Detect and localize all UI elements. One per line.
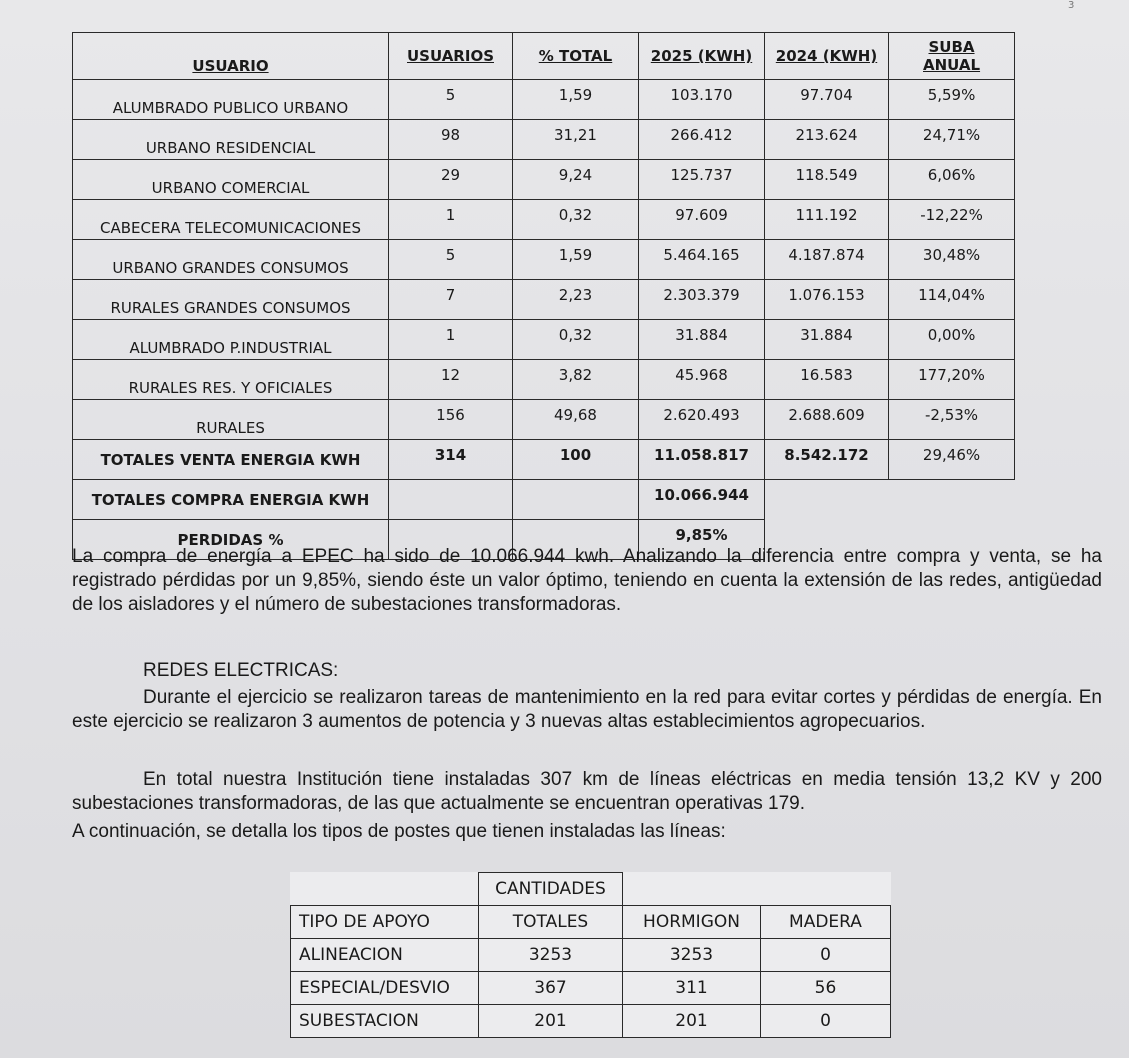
table-row <box>73 120 1015 160</box>
group-header-cantidades: CANTIDADES <box>479 873 623 906</box>
total-usuario: TOTALES VENTA ENERGIA KWH <box>73 440 389 480</box>
col-header-totales: TOTALES <box>479 906 623 939</box>
cell-tipo: SUBESTACION <box>291 1005 479 1038</box>
pole-types-table <box>290 872 891 1038</box>
cell-kwh-2025: 266.412 <box>639 120 765 160</box>
col-header-2025: 2025 (KWH) <box>639 33 765 80</box>
cell-usuarios: 156 <box>389 400 513 440</box>
cell-usuarios: 1 <box>389 200 513 240</box>
cell-hormigon: 311 <box>623 972 761 1005</box>
cell-tipo: ALINEACION <box>291 939 479 972</box>
col-header-pct-total: % TOTAL <box>513 33 639 80</box>
table-row <box>73 80 1015 120</box>
cell-usuarios: 5 <box>389 80 513 120</box>
table-row <box>73 320 1015 360</box>
total-kwh-2024: 8.542.172 <box>765 440 889 480</box>
table-row <box>73 280 1015 320</box>
table-row <box>291 939 891 972</box>
total-kwh-2025: 11.058.817 <box>639 440 765 480</box>
cell-usuarios: 12 <box>389 360 513 400</box>
cell-kwh-2024: 31.884 <box>765 320 889 360</box>
col-header-usuario: USUARIO <box>73 33 389 80</box>
cell-usuario: URBANO RESIDENCIAL <box>73 120 389 160</box>
cell-pct-total: 3,82 <box>513 360 639 400</box>
paragraph-compra-energia: La compra de energía a EPEC ha sido de 10.066.944 kwh. Analizando la diferencia entre compra y venta, se ha registrado pérdidas por un 9,85%, siendo éste un valor óptimo, teniendo en cuenta la extensión de las redes, antigüedad de los aisladores y el número de subestaciones transformadoras. <box>72 546 1102 615</box>
col-header-suba-anual: SUBA ANUAL <box>889 33 1015 80</box>
cell-usuario: RURALES GRANDES CONSUMOS <box>73 280 389 320</box>
total-pct-total: 100 <box>513 440 639 480</box>
table-header-row <box>73 33 1015 80</box>
cell-kwh-2024: 4.187.874 <box>765 240 889 280</box>
cell-usuario: RURALES RES. Y OFICIALES <box>73 360 389 400</box>
cell-pct-total: 49,68 <box>513 400 639 440</box>
cell-usuario: URBANO GRANDES CONSUMOS <box>73 240 389 280</box>
empty-cell <box>389 480 513 520</box>
cell-madera: 0 <box>761 1005 891 1038</box>
cell-usuarios: 7 <box>389 280 513 320</box>
cell-totales: 201 <box>479 1005 623 1038</box>
table-row <box>73 200 1015 240</box>
perdidas-label: PERDIDAS % <box>73 520 389 560</box>
cell-totales: 367 <box>479 972 623 1005</box>
cell-suba-anual: 30,48% <box>889 240 1015 280</box>
cell-madera: 56 <box>761 972 891 1005</box>
col-header-tipo-apoyo: TIPO DE APOYO <box>291 906 479 939</box>
cell-pct-total: 2,23 <box>513 280 639 320</box>
cell-suba-anual: 0,00% <box>889 320 1015 360</box>
cell-suba-anual: 6,06% <box>889 160 1015 200</box>
empty-cell <box>889 480 1015 520</box>
cell-usuarios: 98 <box>389 120 513 160</box>
paragraph-mantenimiento: Durante el ejercicio se realizaron tareas de mantenimiento en la red para evitar cortes y pérdidas de energía. En este ejercicio se realizaron 3 aumentos de potencia y 3 nuevas altas establecimientos agropecuarios. <box>72 687 1102 732</box>
cell-suba-anual: 24,71% <box>889 120 1015 160</box>
cell-kwh-2025: 125.737 <box>639 160 765 200</box>
cell-suba-anual: 5,59% <box>889 80 1015 120</box>
poles-header-row <box>291 906 891 939</box>
col-header-hormigon: HORMIGON <box>623 906 761 939</box>
cell-usuarios: 29 <box>389 160 513 200</box>
cell-usuario: CABECERA TELECOMUNICACIONES <box>73 200 389 240</box>
cell-tipo: ESPECIAL/DESVIO <box>291 972 479 1005</box>
cell-suba-anual: -2,53% <box>889 400 1015 440</box>
cell-kwh-2024: 2.688.609 <box>765 400 889 440</box>
cell-pct-total: 1,59 <box>513 240 639 280</box>
cell-pct-total: 0,32 <box>513 320 639 360</box>
total-usuarios: 314 <box>389 440 513 480</box>
cell-kwh-2025: 103.170 <box>639 80 765 120</box>
totals-compra-row <box>73 480 1015 520</box>
cell-totales: 3253 <box>479 939 623 972</box>
cell-kwh-2025: 2.620.493 <box>639 400 765 440</box>
empty-cell <box>761 873 891 906</box>
compra-label: TOTALES COMPRA ENERGIA KWH <box>73 480 389 520</box>
cell-kwh-2025: 2.303.379 <box>639 280 765 320</box>
totals-venta-row <box>73 440 1015 480</box>
cell-hormigon: 201 <box>623 1005 761 1038</box>
cell-usuario: URBANO COMERCIAL <box>73 160 389 200</box>
empty-cell <box>765 480 889 520</box>
cell-kwh-2024: 16.583 <box>765 360 889 400</box>
total-suba-anual: 29,46% <box>889 440 1015 480</box>
cell-pct-total: 31,21 <box>513 120 639 160</box>
group-header-row <box>291 873 891 906</box>
table-row <box>73 360 1015 400</box>
cell-kwh-2024: 111.192 <box>765 200 889 240</box>
empty-corner-cell <box>291 873 479 906</box>
cell-usuarios: 1 <box>389 320 513 360</box>
cell-suba-anual: 114,04% <box>889 280 1015 320</box>
table-row <box>73 240 1015 280</box>
paragraph-lineas-instaladas: En total nuestra Institución tiene instaladas 307 km de líneas eléctricas en media tensión 13,2 KV y 200 subestaciones transformadoras, de las que actualmente se encuentran operativas 179. <box>72 769 1102 814</box>
cell-pct-total: 9,24 <box>513 160 639 200</box>
cell-usuario: RURALES <box>73 400 389 440</box>
cell-kwh-2024: 118.549 <box>765 160 889 200</box>
section-heading-redes: REDES ELECTRICAS: <box>143 660 339 681</box>
cell-kwh-2025: 5.464.165 <box>639 240 765 280</box>
cell-usuario: ALUMBRADO PUBLICO URBANO <box>73 80 389 120</box>
cell-kwh-2025: 31.884 <box>639 320 765 360</box>
table-row <box>291 972 891 1005</box>
col-header-usuarios: USUARIOS <box>389 33 513 80</box>
empty-cell <box>623 873 761 906</box>
cell-kwh-2024: 97.704 <box>765 80 889 120</box>
cell-usuarios: 5 <box>389 240 513 280</box>
cell-pct-total: 0,32 <box>513 200 639 240</box>
cell-kwh-2025: 45.968 <box>639 360 765 400</box>
paragraph-tipos-postes: A continuación, se detalla los tipos de postes que tienen instaladas las líneas: <box>72 821 726 842</box>
table-row <box>73 400 1015 440</box>
cell-kwh-2024: 213.624 <box>765 120 889 160</box>
energy-sales-table <box>72 32 1015 560</box>
empty-cell <box>513 480 639 520</box>
cell-kwh-2024: 1.076.153 <box>765 280 889 320</box>
cell-hormigon: 3253 <box>623 939 761 972</box>
col-header-2024: 2024 (KWH) <box>765 33 889 80</box>
compra-value: 10.066.944 <box>639 480 765 520</box>
table-row <box>291 1005 891 1038</box>
cell-madera: 0 <box>761 939 891 972</box>
col-header-madera: MADERA <box>761 906 891 939</box>
cell-pct-total: 1,59 <box>513 80 639 120</box>
perdidas-value: 9,85% <box>639 520 765 560</box>
table-row <box>73 160 1015 200</box>
cell-kwh-2025: 97.609 <box>639 200 765 240</box>
page-corner-mark: 3 <box>1068 0 1075 11</box>
cell-suba-anual: -12,22% <box>889 200 1015 240</box>
cell-suba-anual: 177,20% <box>889 360 1015 400</box>
cell-usuario: ALUMBRADO P.INDUSTRIAL <box>73 320 389 360</box>
